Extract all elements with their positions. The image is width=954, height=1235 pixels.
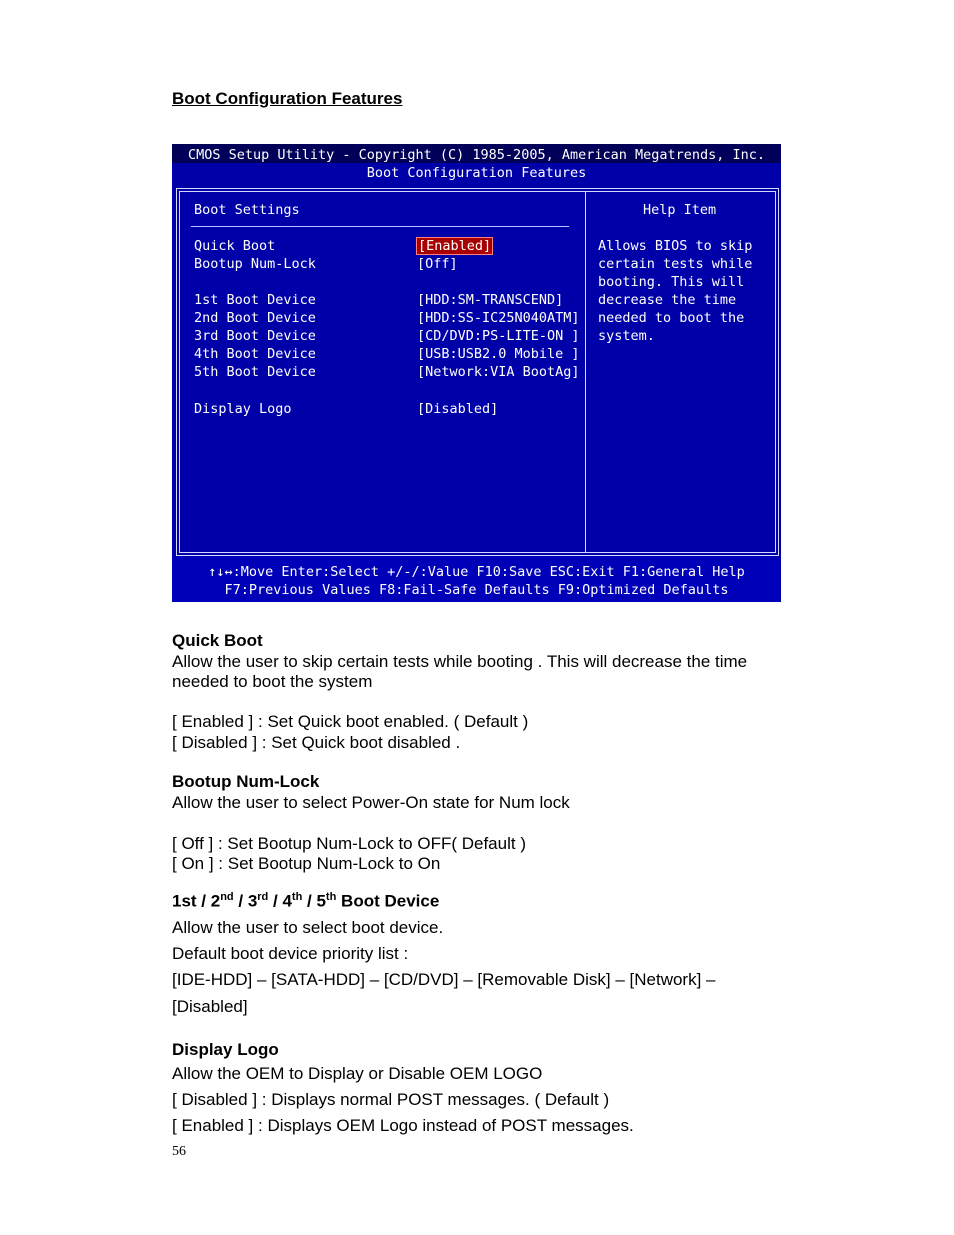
bios-item-boot-device-1[interactable]: 1st Boot Device [194, 292, 316, 308]
num-lock-option-off: [ Off ] : Set Bootup Num-Lock to OFF( Default ) [172, 834, 526, 853]
boot-device-desc-2: Default boot device priority list : [172, 944, 409, 963]
quick-boot-heading: Quick Boot [172, 631, 263, 650]
bios-panel-divider [585, 191, 588, 553]
boot-device-desc-1: Allow the user to select boot device. [172, 918, 444, 937]
page-number: 56 [172, 1144, 186, 1159]
bios-help-line: needed to boot the [598, 310, 745, 326]
bios-value-quick-boot[interactable]: [Enabled] [418, 238, 492, 254]
bios-value-boot-device-2[interactable]: [HDD:SS-IC25N040ATM] [417, 310, 580, 326]
display-logo-option-disabled: [ Disabled ] : Displays normal POST messages. ( Default ) [172, 1090, 610, 1109]
bios-help-line: booting. This will [598, 274, 745, 290]
bios-item-boot-device-3[interactable]: 3rd Boot Device [194, 328, 316, 344]
bios-footer-keys-2: F7:Previous Values F8:Fail-Safe Defaults F9:Optimized Defaults [224, 582, 729, 598]
num-lock-heading: Bootup Num-Lock [172, 772, 320, 791]
boot-device-priority-list-end: [Disabled] [172, 997, 248, 1016]
bios-item-num-lock[interactable]: Bootup Num-Lock [194, 256, 316, 272]
num-lock-desc: Allow the user to select Power-On state for Num lock [172, 793, 570, 812]
quick-boot-option-disabled: [ Disabled ] : Set Quick boot disabled . [172, 733, 461, 752]
display-logo-option-enabled: [ Enabled ] : Displays OEM Logo instead of POST messages. [172, 1116, 634, 1135]
quick-boot-option-enabled: [ Enabled ] : Set Quick boot enabled. ( Default ) [172, 712, 529, 731]
bios-footer-keys-1: ↑↓↔:Move Enter:Select +/-/:Value F10:Save ESC:Exit F1:General Help [208, 564, 745, 580]
bios-value-boot-device-3[interactable]: [CD/DVD:PS-LITE-ON ] [417, 328, 580, 344]
bios-help-line: Allows BIOS to skip [598, 238, 753, 254]
boot-device-priority-list: [IDE-HDD] – [SATA-HDD] – [CD/DVD] – [Removable Disk] – [Network] – [172, 970, 716, 989]
quick-boot-desc-1: Allow the user to skip certain tests while booting . This will decrease the time [172, 652, 748, 671]
bios-value-display-logo[interactable]: [Disabled] [417, 401, 499, 417]
display-logo-desc: Allow the OEM to Display or Disable OEM LOGO [172, 1064, 543, 1083]
bios-item-boot-device-4[interactable]: 4th Boot Device [194, 346, 316, 362]
bios-item-boot-device-2[interactable]: 2nd Boot Device [194, 310, 316, 326]
bios-help-line: decrease the time [598, 292, 737, 308]
bios-value-boot-device-4[interactable]: [USB:USB2.0 Mobile ] [417, 346, 580, 362]
bios-header-title: Boot Configuration Features [366, 165, 587, 181]
quick-boot-desc-2: needed to boot the system [172, 672, 373, 691]
bios-item-quick-boot[interactable]: Quick Boot [194, 238, 276, 254]
bios-value-num-lock[interactable]: [Off] [417, 256, 458, 272]
bios-item-boot-device-5[interactable]: 5th Boot Device [194, 364, 316, 380]
bios-value-boot-device-1[interactable]: [HDD:SM-TRANSCEND] [417, 292, 564, 308]
bios-value-boot-device-5[interactable]: [Network:VIA BootAg] [417, 364, 580, 380]
page-title: Boot Configuration Features [172, 89, 403, 108]
bios-help-line: system. [598, 328, 655, 344]
boot-device-heading: 1st / 2nd / 3rd / 4th / 5th Boot Device [172, 891, 440, 911]
bios-header-copyright: CMOS Setup Utility - Copyright (C) 1985-2005, American Megatrends, Inc. [187, 147, 766, 163]
bios-section-rule [191, 226, 569, 227]
display-logo-heading: Display Logo [172, 1040, 279, 1059]
bios-screen [172, 144, 781, 602]
bios-item-display-logo[interactable]: Display Logo [194, 401, 292, 417]
bios-section-title: Boot Settings [194, 202, 300, 218]
bios-help-line: certain tests while [598, 256, 753, 272]
bios-help-title: Help Item [643, 202, 717, 218]
num-lock-option-on: [ On ] : Set Bootup Num-Lock to On [172, 854, 441, 873]
